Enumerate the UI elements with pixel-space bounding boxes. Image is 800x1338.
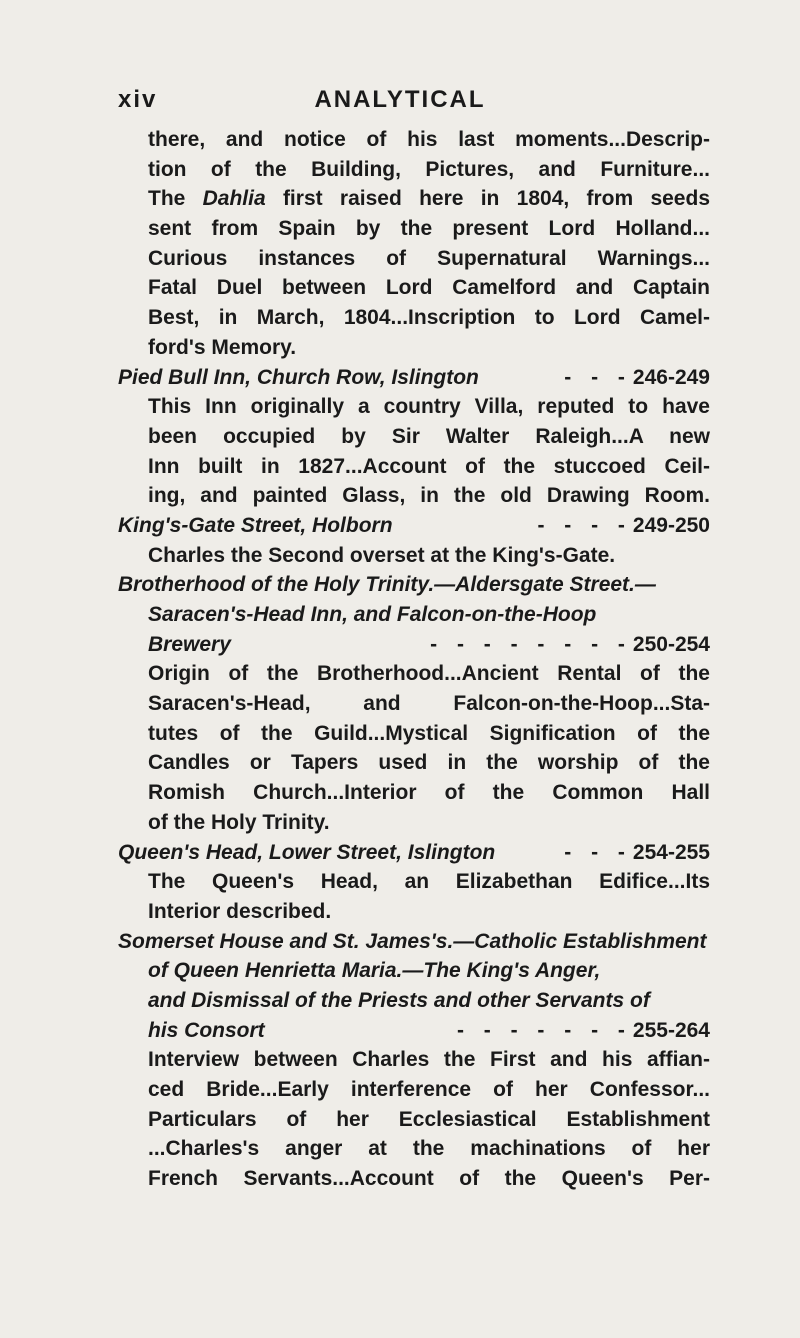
italic-term: Dahlia — [202, 187, 266, 211]
page-range: 250-254 — [632, 632, 710, 656]
entry-heading: and Dismissal of the Priests and other Servants of — [148, 988, 650, 1012]
entry-heading: his Consort — [148, 1018, 265, 1042]
text-line: ford's Memory. — [148, 335, 297, 359]
contents-text — [118, 125, 710, 1194]
text-line: tutes of the Guild...Mystical Signification of the — [148, 721, 710, 745]
text-line: The Queen's Head, an Elizabethan Edifice...Its — [148, 870, 710, 894]
text-line — [118, 184, 710, 214]
text-line: been occupied by Sir Walter Raleigh...A new — [148, 424, 710, 448]
text-line: Romish Church...Interior of the Common Hall — [148, 781, 710, 805]
text-line: ced Bride...Early interference of her Confessor... — [148, 1078, 710, 1101]
entry-heading-row — [118, 838, 710, 868]
entry-heading-row — [118, 630, 710, 660]
entry-heading: Somerset House and St. James's.—Catholic Establishment — [118, 929, 707, 953]
entry-heading: King's-Gate Street, Holborn — [118, 513, 393, 537]
text-line: of the Holy Trinity. — [148, 810, 330, 834]
text-line: there, and notice of his last moments...Descrip- — [148, 128, 710, 151]
entry-heading: Pied Bull Inn, Church Row, Islington — [118, 365, 479, 389]
entry-heading: Brewery — [148, 632, 231, 656]
text-line: Particulars of her Ecclesiastical Establishment — [148, 1107, 710, 1131]
page-range: 249-250 — [632, 513, 710, 537]
leader-dashes: - - - — [564, 365, 625, 389]
leader-dashes: - - - - - - - - — [430, 632, 625, 656]
entry-heading: Brotherhood of the Holy Trinity.—Aldersgate Street.— — [118, 573, 656, 597]
leader-dashes: - - - - — [537, 513, 625, 537]
entry-heading: of Queen Henrietta Maria.—The King's Anger, — [148, 959, 601, 983]
page-number: xiv — [118, 86, 158, 113]
entry-heading-row — [118, 511, 710, 541]
page-range: 254-255 — [632, 840, 710, 864]
leader-dashes: - - - - - - - — [456, 1018, 625, 1042]
page-range: 255-264 — [632, 1018, 710, 1042]
running-title: ANALYTICAL — [314, 86, 486, 113]
entry-heading: Queen's Head, Lower Street, Islington — [118, 840, 496, 864]
text-span: first raised here in 1804, from seeds — [265, 187, 710, 211]
entry-heading-row — [118, 1016, 710, 1046]
text-line: French Servants...Account of the Queen's Per- — [148, 1167, 710, 1191]
page-range: 246-249 — [632, 365, 710, 389]
text-line: sent from Spain by the present Lord Holland... — [148, 217, 710, 241]
leader-dashes: - - - — [564, 840, 625, 864]
text-line: Curious instances of Supernatural Warnings... — [148, 246, 710, 270]
text-line: Charles the Second overset at the King's-Gate. — [148, 543, 616, 567]
text-line: ing, and painted Glass, in the old Drawing Room. — [148, 484, 710, 508]
text-line: This Inn originally a country Villa, reputed to have — [148, 395, 710, 419]
text-line: Inn built in 1827...Account of the stuccoed Ceil- — [148, 454, 710, 478]
text-line: Candles or Tapers used in the worship of the — [148, 751, 710, 775]
text-line: Best, in March, 1804...Inscription to Lord Camel- — [148, 306, 710, 330]
text-line: Origin of the Brotherhood...Ancient Rental of the — [148, 662, 710, 686]
text-line: ...Charles's anger at the machinations of her — [148, 1137, 710, 1161]
entry-heading: Saracen's-Head Inn, and Falcon-on-the-Hoop — [148, 603, 597, 626]
text-line: Fatal Duel between Lord Camelford and Captain — [148, 276, 710, 300]
text-line: tion of the Building, Pictures, and Furniture... — [148, 157, 710, 181]
text-span: The — [148, 187, 203, 211]
text-line: Interior described. — [148, 899, 332, 923]
entry-heading-row — [118, 363, 710, 393]
running-header — [118, 86, 682, 120]
text-line: Interview between Charles the First and his affian- — [148, 1048, 710, 1072]
text-line: Saracen's-Head, and Falcon-on-the-Hoop...Sta- — [148, 692, 710, 716]
